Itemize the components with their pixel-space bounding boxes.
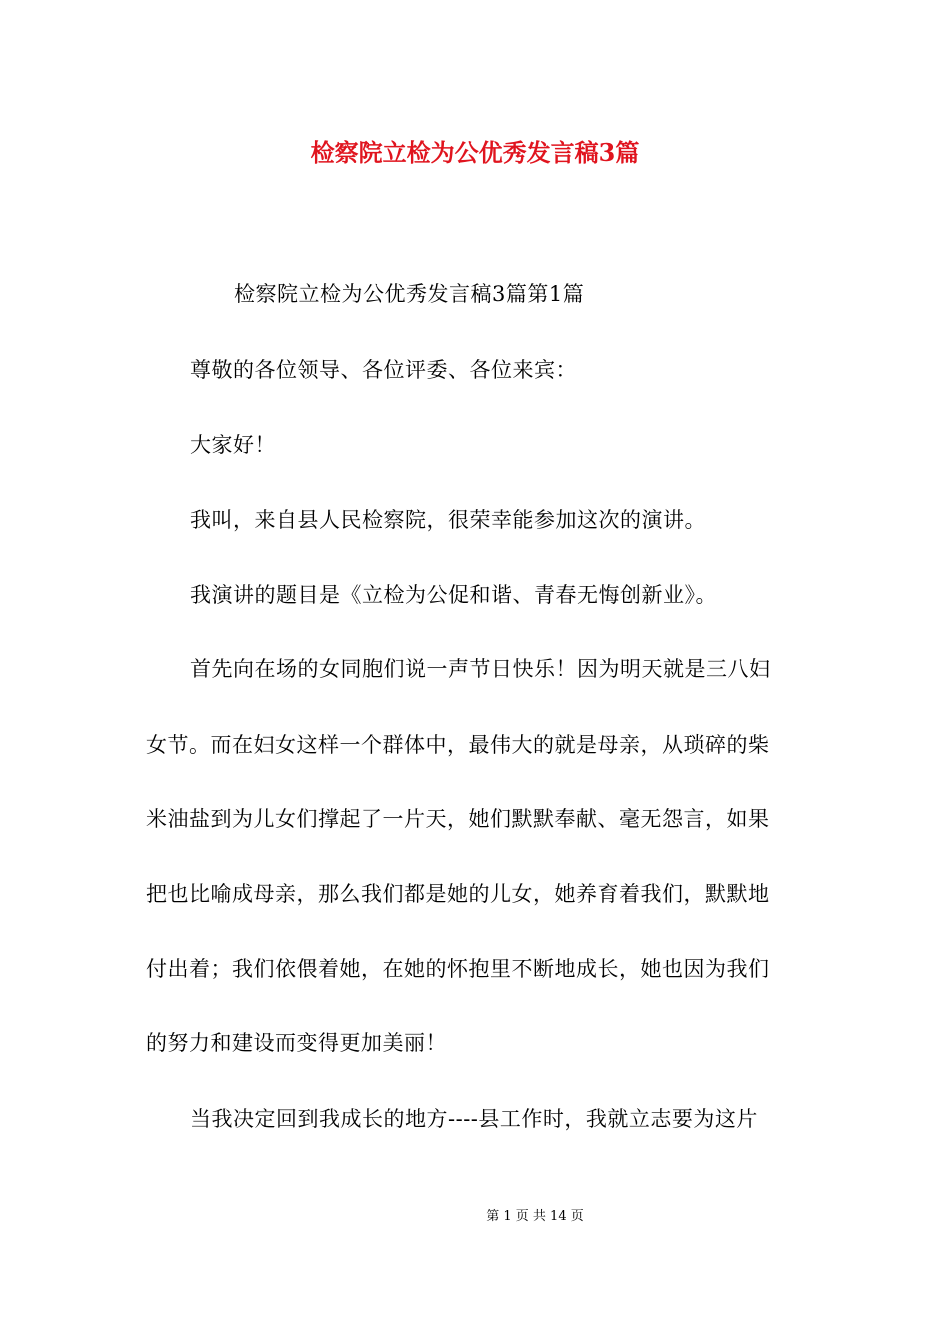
paragraph-line: 尊敬的各位领导、各位评委、各位来宾： [190,358,577,382]
paragraph-line: 付出着；我们依偎着她，在她的怀抱里不断地成长，她也因为我们 [146,957,770,981]
page-number-footer: 第 1 页 共 14 页 [486,1209,584,1224]
paragraph-line: 米油盐到为儿女们撑起了一片天，她们默默奉献、毫无怨言，如果 [146,807,770,831]
paragraph-line: 首先向在场的女同胞们说一声节日快乐！因为明天就是三八妇 [190,657,771,681]
section-heading: 检察院立检为公优秀发言稿3篇第1篇 [234,282,585,306]
paragraph-line: 我演讲的题目是《立检为公促和谐、青春无悔创新业》。 [190,583,717,607]
paragraph-line: 把也比喻成母亲，那么我们都是她的儿女，她养育着我们，默默地 [146,882,770,906]
paragraph-line: 当我决定回到我成长的地方----县工作时，我就立志要为这片 [190,1107,758,1131]
paragraph-line: 我叫，来自县人民检察院，很荣幸能参加这次的演讲。 [190,508,706,532]
paragraph-line: 的努力和建设而变得更加美丽！ [146,1031,447,1055]
document-title: 检察院立检为公优秀发言稿3篇 [310,138,640,167]
paragraph-line: 女节。而在妇女这样一个群体中，最伟大的就是母亲，从琐碎的柴 [146,733,770,757]
paragraph-line: 大家好！ [190,433,276,457]
